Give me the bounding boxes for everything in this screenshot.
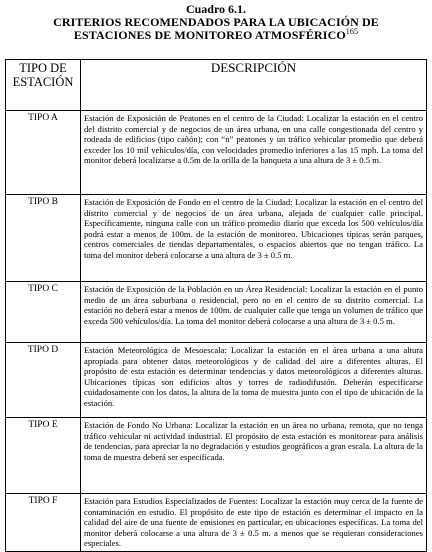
caption-label: Cuadro 6.1. [185, 2, 247, 16]
station-type-cell: TIPO D [6, 343, 81, 418]
table-row [6, 494, 427, 552]
station-type-cell: TIPO C [6, 282, 81, 343]
caption-title-line-2-text: ESTACIONES DE MONITOREO ATMOSFÉRICO [73, 28, 346, 42]
header-description: DESCRIPCIÓN [81, 60, 427, 111]
station-type-cell: TIPO E [6, 418, 81, 494]
table-row [6, 418, 427, 494]
description-cell: Estación de Exposición de Fondo en el centro de la Ciudad: Localizar la estación en el centro del distrito comercial y de negocios de un área urbana, alejada de cualquier calle principal. Específicamente, ninguna calle con un tráfico promedio diario que exceda los 500 vehículos/día podrá estar a menos de 100m. de la estación de monitoreo. Ubicaciones típicas serán parques, centros comerciales de tiendas departamentales, o espacios abiertos que no tengan tráfico. La toma del monitor deberá colocarse a una altura de 3 ± 0.5 m. [81, 195, 427, 282]
description-cell: Estación de Exposición de Peatones en el centro de la Ciudad: Localizar la estación en el centro del distrito comercial y de negocios de un área urbana, en una calle congestionada del centro y rodeada de edificios (tipo cañón); con “n” peatones y un tráfico vehicular promedio que deberá exceder los 10 mil vehículos/día, con velocidades promedio inferiores a las 15 mph. La toma del monitor deberá localizarse a 0.5m de la orilla de la banqueta a una altura de 3 ± 0.5 m. [81, 111, 427, 195]
station-type-cell: TIPO B [6, 195, 81, 282]
table-row [6, 282, 427, 343]
station-type-cell: TIPO F [6, 494, 81, 552]
table-row [6, 343, 427, 418]
footnote-marker: 165 [345, 27, 359, 36]
table-header-row [6, 60, 427, 111]
description-cell: Estación de Fondo No Urbana: Localizar la estación en un área no urbana, remota, que no tenga tráfico vehicular ni actividad industrial. El propósito de esta estación es monitorear para análisis de tendencias, para apreciar la no degradación y estudios geográficos a gran escala. La altura de la toma de muestra deberá ser especificada. [81, 418, 427, 494]
table-row [6, 195, 427, 282]
criteria-table [5, 59, 427, 552]
table-caption [0, 0, 432, 42]
header-type-line-1: TIPO DE [19, 61, 67, 75]
description-cell: Estación de Exposición de la Población en un Área Residencial: Localizar la estación en el punto medio de un área suburbana o residencial, pero no en el centro de su distrito comercial. La estación no deberá estar a menos de 100m. de cualquier calle que tenga un volumen de tráfico que exceda 500 vehículos/día. La toma del monitor deberá colocarse a una altura de 3 ± 0.5 m. [81, 282, 427, 343]
description-cell: Estación para Estudios Especializados de Fuentes: Localizar la estación muy cerca de la fuente de contaminación en estudio. El propósito de este tipo de estación es determinar el impacto en la calidad del aire de una fuente de emisiones en particular, en ubicaciones específicas. La toma del monitor deberá colocarse a una altura de 3 ± 0.5 m. a menos que se requieran consideraciones especiales. [81, 494, 427, 552]
caption-title-line-2 [0, 29, 432, 42]
description-cell: Estación Meteorológica de Mesoescala: Localizar la estación en el área urbana a una altura apropiada para obtener datos meteorológicos y de calidad del aire a diferentes alturas. El propósito de esta estación es determinar tendencias y datos meteorológicos a diferentes alturas. Ubicaciones típicas son edificios altos y torres de radiodifusión. Deberán especificarse cuidadosamente con los datos, la altura de la toma de muestra junto con el tipo de ubicación de la estación. [81, 343, 427, 418]
station-type-cell: TIPO A [6, 111, 81, 195]
caption-title-line-1: CRITERIOS RECOMENDADOS PARA LA UBICACIÓN DE [53, 15, 379, 29]
header-type-line-2: ESTACIÓN [12, 75, 74, 89]
header-station-type [6, 60, 81, 111]
table-row [6, 111, 427, 195]
